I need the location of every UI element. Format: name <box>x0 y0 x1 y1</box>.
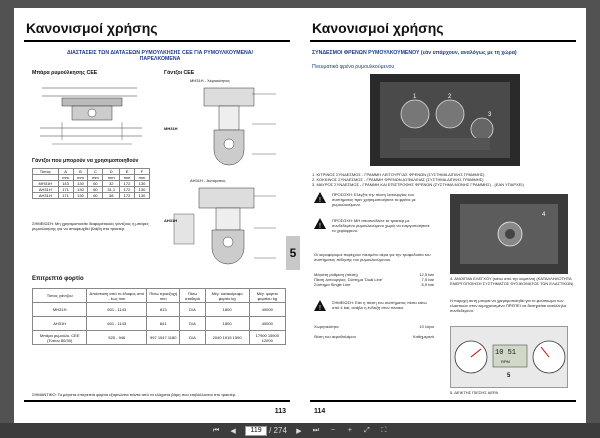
hook-dimensions-table <box>32 168 150 199</box>
table-header-cell: Μέγ. κατακόρυφο φορτίο kg <box>205 289 249 303</box>
table-cell: 601 - 1143 <box>87 317 147 331</box>
tank-row <box>314 334 434 339</box>
table-cell: D/A <box>180 331 205 345</box>
table-cell: 130 <box>73 181 88 187</box>
table-cell: 171 <box>58 187 73 193</box>
table-header-cell: D <box>103 169 120 175</box>
spec-value: 12,5 bar <box>419 272 434 277</box>
hook-ah31h-drawing <box>164 184 284 274</box>
svg-text:!: ! <box>319 223 321 229</box>
table-cell: 60 <box>88 193 103 199</box>
table-cell: 60 <box>88 181 103 187</box>
table-unit-cell: mm <box>135 175 150 181</box>
table-cell: 841 <box>147 317 180 331</box>
body-text-1: Οι αεροφόρομοι παρέχουν πιεσμένο αέρα για την τροφοδοσία του συστήματος πέδησης του ρυμουλκούμενου. <box>314 252 431 262</box>
table-cell: MH31H <box>33 181 59 187</box>
fig4-body: Η παροχή αυτή μπορεί να χρησιμοποιηθεί για το φούσκωμα των ελαστικών στον εκμηχανισμένο ΠΡΕΠΕΙ να διατηρείται κατάλληλα συνδεδεμένο. <box>450 298 566 313</box>
spec-label: Σύστημα Single Line <box>314 282 351 287</box>
table-cell: Μπάρα ρυμούλκ. CEE (Τύπου 80/30) <box>33 331 87 345</box>
note-2: ΣΗΜΑΝΤΙΚΟ: Τα μέγιστα επιτρεπτά φορτία εξαρτώνται πάντα από τα ελάχιστα βάρη που επιβάλλονται στο τρακτέρ. <box>32 392 237 397</box>
table-cell: 38 <box>103 193 120 199</box>
tank-value: Καθημερινά <box>413 334 434 339</box>
table-cell: MH31H <box>33 303 87 317</box>
title-rule <box>24 40 290 42</box>
spec-value: 7,5 bar <box>421 277 434 282</box>
table-cell: 32 <box>103 181 120 187</box>
table-cell: 1800 <box>205 317 249 331</box>
table-unit-cell: mm <box>103 175 120 181</box>
table-cell: 172 <box>120 181 135 187</box>
hook-a-code: MH31H <box>164 126 178 131</box>
capacity-label: Χωρητικότητα <box>314 324 339 329</box>
table-row <box>33 317 286 331</box>
table-header-cell: Πίσω προεξοχή mm <box>147 289 180 303</box>
page-number: 114 <box>314 408 326 415</box>
gauge-label-number: 5 <box>507 373 511 379</box>
capacity-value: 10 λίτρα <box>419 324 434 329</box>
warning-icon <box>314 300 326 311</box>
title-rule <box>310 40 576 42</box>
table-cell: AH31H <box>33 187 59 193</box>
svg-text:3: 3 <box>488 112 492 118</box>
svg-text:!: ! <box>319 305 321 311</box>
gauge-unit: RPM <box>501 359 510 364</box>
table-cell: AH31H <box>33 193 59 199</box>
page-113 <box>14 8 300 424</box>
table-cell: D/A <box>180 303 205 317</box>
coupling-legend <box>312 172 574 187</box>
warning-icon <box>314 218 326 229</box>
table-unit-cell: mm <box>73 175 88 181</box>
table-header-cell: C <box>88 169 103 175</box>
caution-3: ΣΗΜΕΙΩΣΗ: Εάν η πίεση του συστήματος πέσει κάτω από 4 bar, ανάβει η ένδειξη στον πίνακα. <box>332 300 427 310</box>
table-header-cell: Τύπος γάντζου <box>33 289 87 303</box>
note-1: ΣΗΜΕΙΩΣΗ: Μη χρησιμοποιείτε διαφορετικούς γάντζους ή μπάρες ρυμούλκησης για να αποφευχθεί βλάβη στο τρακτέρ. <box>32 221 149 231</box>
table-header-cell: F <box>135 169 150 175</box>
table-cell: 130 <box>135 193 150 199</box>
hook-b-label: AH31H - Αυτόματος <box>190 178 226 183</box>
caution-1: ΠΡΟΣΟΧΗ: Ελέγξτε την πίεση λειτουργίας του συστήματος πριν χρησιμοποιήσετε τα φρένα με ρυμουλκούμενο. <box>332 192 416 207</box>
page-navigator <box>245 426 287 436</box>
hook-b-code: AH31H <box>164 218 178 223</box>
hook-heading: Γάντζοι CEE <box>164 70 195 76</box>
next-page-icon[interactable]: ▶ <box>296 427 302 435</box>
tank-label: Θέση του αεροθαλάμου <box>314 334 356 339</box>
sub-heading: Πνευματικά φρένα ρυμουλκούμενου <box>312 64 395 70</box>
page-title: Κανονισμοί χρήσης <box>26 20 158 36</box>
table-row <box>33 193 150 199</box>
fit-page-icon[interactable]: ⤢ <box>364 426 370 434</box>
table-cell: 130 <box>73 193 88 199</box>
legend-item: 2. ΚΟΚΚΙΝΟΣ ΣΥΝΔΕΣΜΟΣ - ΓΡΑΜΜΗ ΦΡΕΝΩΝ ΑΣΦΑΛΕΙΑΣ (ΣΥΣΤΗΜΑ ΔΙΠΛΗΣ ΓΡΑΜΜΗΣ) <box>312 177 484 182</box>
table-cell: 60 <box>88 187 103 193</box>
table-cell: 130 <box>73 187 88 193</box>
table-cell: 171 <box>58 193 73 199</box>
table-cell: 601 - 1143 <box>87 303 147 317</box>
spec-list <box>314 272 434 287</box>
table-cell: 17900 15900 12000 <box>249 331 285 345</box>
section-tab: 5 <box>286 236 300 270</box>
table1-heading: Γάντζοι που μπορούν να χρησιμοποιηθούν <box>32 158 139 164</box>
table-header-cell: Μέγ. φορτίο φορτίου kg <box>249 289 285 303</box>
page-number: 113 <box>274 408 286 415</box>
gauge-readout: 10 51 <box>495 349 517 357</box>
page-title: Κανονισμοί χρήσης <box>312 20 444 36</box>
pressure-gauge-photo <box>450 326 568 388</box>
svg-text:1: 1 <box>413 94 417 100</box>
table-row <box>33 303 286 317</box>
section-heading-line1: ΔΙΑΣΤΑΣΕΙΣ ΤΩΝ ΔΙΑΤΑΞΕΩΝ ΡΥΜΟΥΛΚΗΣΗΣ CEE ΓΙΑ ΡΥΜΟΥΛΚΟΥΜΕΝΑ/ <box>66 50 253 56</box>
table-cell: 172 <box>120 193 135 199</box>
table-cell: 143 <box>58 181 73 187</box>
table-header-cell: E <box>120 169 135 175</box>
table-header-cell: Απόσταση από το έδαφος από - έως mm <box>87 289 147 303</box>
viewer-toolbar <box>0 423 600 438</box>
spec-value: 5,9 bar <box>421 282 434 287</box>
table-cell: 40000 <box>249 317 285 331</box>
section-heading-line2: ΠΑΡΕΛΚΟΜΕΝΑ <box>139 56 181 62</box>
legend-item: 3. ΜΑΥΡΟΣ ΣΥΝΔΕΣΜΟΣ - ΓΡΑΜΜΗ ΚΑΙ ΕΠΙΣΤΡΟΦΗΣ ΦΡΕΝΩΝ (ΣΥΣΤΗΜΑ ΜΟΝΗΣ ΓΡΑΜΜΗΣ) - (ΕΑΝ ΥΠΑΡΧΕΙ) <box>312 182 524 187</box>
hook-a-label: MH31H - Χειροκίνητος <box>190 78 230 83</box>
zoom-out-icon[interactable]: − <box>330 427 335 434</box>
table-cell: AH31H <box>33 317 87 331</box>
svg-text:2: 2 <box>448 94 452 100</box>
last-page-icon[interactable]: ⏭ <box>312 426 320 434</box>
table-cell: 813 <box>147 303 180 317</box>
table-header-cell: B <box>73 169 88 175</box>
table-header-cell: A <box>58 169 73 175</box>
page-number-input[interactable] <box>245 426 267 436</box>
table-unit-cell: mm <box>58 175 73 181</box>
caution-2: ΠΡΟΣΟΧΗ: ΜΗ αποσυνδέετε το τρακτέρ με συνδεδεμένο ρυμουλκούμενο χωρίς να ενεργοποιήσετε το χειρόφρενο. <box>332 218 430 233</box>
table-cell: 525 - 946 <box>87 331 147 345</box>
svg-text:4: 4 <box>542 212 546 218</box>
table-cell: 31,1 <box>103 187 120 193</box>
table-header-cell: Τύπος <box>33 169 59 175</box>
total-pages: / 274 <box>269 426 287 435</box>
table-cell: 2040 1915 1590 <box>205 331 249 345</box>
section-heading: ΣΥΝΔΕΣΜΟΙ ΦΡΕΝΩΝ ΡΥΜΟΥΛΚΟΥΜΕΝΟΥ (εάν υπάρχουν, αναλόγως με τη χώρα) <box>312 50 517 56</box>
footer-rule <box>310 400 576 402</box>
svg-text:!: ! <box>319 197 321 203</box>
capacity-row <box>314 324 434 329</box>
warning-icon <box>314 192 326 203</box>
table-cell: 172 <box>120 187 135 193</box>
fig4-caption: 4. ΑΝΟΙΓΜΑ ΕΛΕΓΧΟΥ (κάτω από την καμπίνα) (ΚΑΤΑΛΛΗΛΟΤΗΤΑ ΕΝΕΡΓΟΠΟΙΗΣΗ ΣΥΣΤΗΜΑΤΟΣ ΦΥΣΙΚΟΜΑΤΟΣ ΤΩΝ ΕΛΑΣΤΙΚΩΝ) <box>450 276 574 286</box>
footer-rule <box>24 400 290 402</box>
table-header-cell: Πίσω σταθερά <box>180 289 205 303</box>
table-cell: 130 <box>135 187 150 193</box>
brake-couplings-photo <box>370 74 520 166</box>
check-valve-photo <box>450 194 568 274</box>
drawbar-drawing <box>32 78 150 150</box>
legend-item: 1. ΚΙΤΡΙΝΟΣ ΣΥΝΔΕΣΜΟΣ - ΓΡΑΜΜΗ ΛΕΙΤΟΥΡΓΙΑΣ ΦΡΕΝΩΝ (ΣΥΣΤΗΜΑ ΔΙΠΛΗΣ ΓΡΑΜΜΗΣ) <box>312 172 485 177</box>
hook-mh31h-drawing <box>164 84 284 174</box>
prev-page-icon[interactable]: ◀ <box>230 427 236 435</box>
table-cell: 1800 <box>205 303 249 317</box>
table-cell: 997 1047 1180 <box>147 331 180 345</box>
table-unit-cell: mm <box>120 175 135 181</box>
gauge-dial <box>451 327 569 389</box>
table-cell: 130 <box>135 181 150 187</box>
bar-heading: Μπάρα ρυμούλκησης CEE <box>32 70 98 76</box>
permitted-load-table <box>32 288 286 345</box>
table-header-row <box>33 289 286 303</box>
table2-heading: Επιτρεπτό φορτίο <box>32 276 84 282</box>
spec-label: Πίεση λειτουργίας: Σύστημα 'Dual Line' <box>314 277 383 282</box>
fullscreen-icon[interactable]: ⛶ <box>381 426 387 434</box>
spec-label: Μέγιστη ρύθμιση (πίεση) <box>314 272 358 277</box>
table-unit-cell: mm <box>88 175 103 181</box>
fig5-caption: 5. ΔΕΙΚΤΗΣ ΠΙΕΣΗΣ ΑΕΡΑ <box>450 390 499 395</box>
table-cell: D/A <box>180 317 205 331</box>
zoom-in-icon[interactable]: + <box>347 427 352 434</box>
table-cell: 40000 <box>249 303 285 317</box>
table-row <box>33 331 286 345</box>
first-page-icon[interactable]: ⏮ <box>212 426 220 434</box>
page-114 <box>300 8 586 424</box>
spec-row <box>314 282 434 287</box>
